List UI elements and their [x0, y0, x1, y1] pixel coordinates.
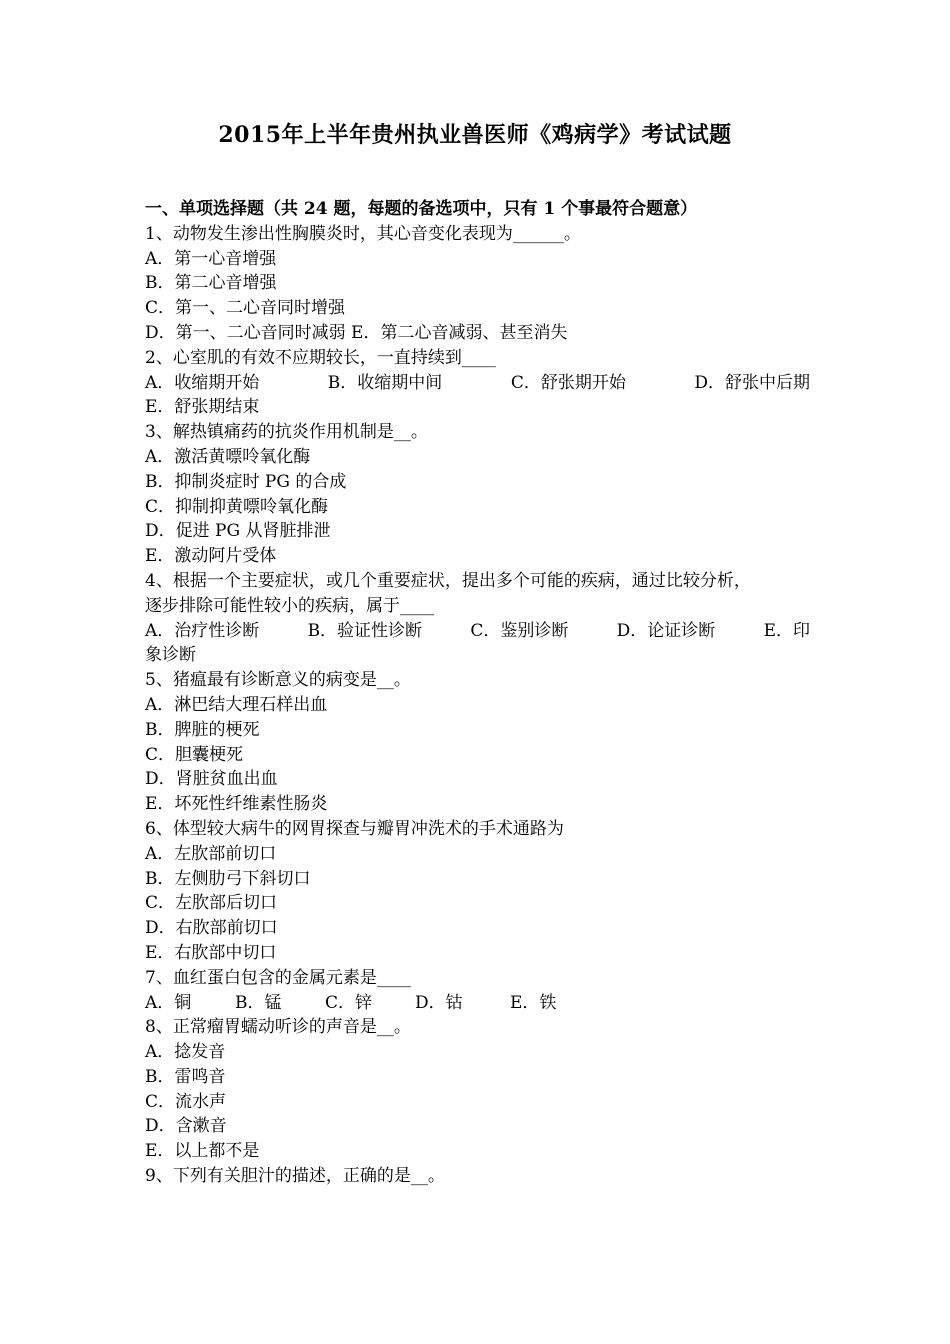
question-2-option-b: B．收缩期中间 [327, 372, 443, 393]
question-8-option-d: D．含漱音 [145, 1116, 227, 1137]
exam-content [145, 197, 810, 1189]
question-7-option-e: E．铁 [510, 992, 557, 1013]
question-3-option-b: B．抑制炎症时 PG 的合成 [145, 471, 347, 492]
question-4-options-row [145, 619, 810, 644]
question-6-option-e: E．右肷部中切口 [145, 942, 277, 963]
question-5-stem: 5、猪瘟最有诊断意义的病变是__。 [145, 670, 411, 691]
question-1-option-b: B．第二心音增强 [145, 273, 277, 294]
question-7-option-d: D．钴 [415, 992, 463, 1013]
question-6-option-a: A．左肷部前切口 [145, 843, 277, 864]
question-6-option-d: D．右肷部前切口 [145, 918, 278, 939]
question-3-option-a: A．激活黄嘌呤氧化酶 [145, 446, 311, 467]
question-4-option-e-part-1: E．印 [763, 620, 810, 641]
question-3-option-c: C．抑制抑黄嘌呤氧化酶 [145, 496, 329, 517]
question-6-option-c: C．左肷部后切口 [145, 893, 278, 914]
section-heading: 一、单项选择题（共 24 题，每题的备选项中，只有 1 个事最符合题意） [145, 199, 698, 219]
question-7-option-c: C．锌 [325, 992, 373, 1013]
page-title: 2015年上半年贵州执业兽医师《鸡病学》考试试题 [218, 122, 732, 148]
question-7-stem: 7、血红蛋白包含的金属元素是____ [145, 967, 411, 988]
question-3-option-e: E．激动阿片受体 [145, 546, 277, 567]
question-6-option-b: B．左侧肋弓下斜切口 [145, 868, 311, 889]
question-5-option-c: C．胆囊梗死 [145, 744, 244, 765]
question-1-option-c: C．第一、二心音同时增强 [145, 298, 346, 319]
question-4-option-a: A．治疗性诊断 [145, 620, 260, 641]
question-1-stem: 1、动物发生渗出性胸膜炎时，其心音变化表现为______。 [145, 223, 581, 244]
question-5-option-a: A．淋巴结大理石样出血 [145, 694, 328, 715]
question-4-option-d: D．论证诊断 [616, 620, 716, 641]
question-5-option-d: D．肾脏贫血出血 [145, 769, 278, 790]
question-7-option-a: A．铜 [145, 992, 192, 1013]
question-8-option-e: E．以上都不是 [145, 1141, 260, 1162]
question-2-option-a: A．收缩期开始 [145, 372, 260, 393]
question-4-option-b: B．验证性诊断 [307, 620, 423, 641]
question-1-option-a: A．第一心音增强 [145, 248, 277, 269]
question-4-option-c: C．鉴别诊断 [470, 620, 569, 641]
question-4-stem-line-2: 逐步排除可能性较小的疾病，属于____ [145, 595, 434, 616]
question-8-option-b: B．雷鸣音 [145, 1066, 226, 1087]
question-2-options-row [145, 371, 810, 396]
question-4-option-e-part-2: 象诊断 [145, 645, 196, 666]
question-7-option-b: B．锰 [235, 992, 282, 1013]
question-9-stem: 9、下列有关胆汁的描述，正确的是__。 [145, 1166, 445, 1187]
question-1-option-de: D．第一、二心音同时减弱 E．第二心音减弱、甚至消失 [145, 322, 568, 343]
question-2-option-e: E．舒张期结束 [145, 397, 260, 418]
question-6-stem: 6、体型较大病牛的网胃探查与瓣胃冲洗术的手术通路为 [145, 818, 564, 839]
question-7-options-row [145, 991, 810, 1016]
question-8-stem: 8、正常瘤胃蠕动听诊的声音是__。 [145, 1017, 411, 1038]
question-3-option-d: D．促进 PG 从肾脏排泄 [145, 521, 331, 542]
question-3-stem: 3、解热镇痛药的抗炎作用机制是__。 [145, 422, 428, 443]
question-4-stem-line-1: 4、根据一个主要症状，或几个重要症状，提出多个可能的疾病，通过比较分析， [145, 570, 751, 591]
question-5-option-e: E．坏死性纤维素性肠炎 [145, 794, 328, 815]
question-2-stem: 2、心室肌的有效不应期较长，一直持续到____ [145, 347, 496, 368]
question-2-option-d: D．舒张中后期 [694, 372, 810, 393]
question-2-option-c: C．舒张期开始 [510, 372, 626, 393]
question-5-option-b: B．脾脏的梗死 [145, 719, 260, 740]
question-8-option-c: C．流水声 [145, 1091, 227, 1112]
question-8-option-a: A．捻发音 [145, 1042, 226, 1063]
